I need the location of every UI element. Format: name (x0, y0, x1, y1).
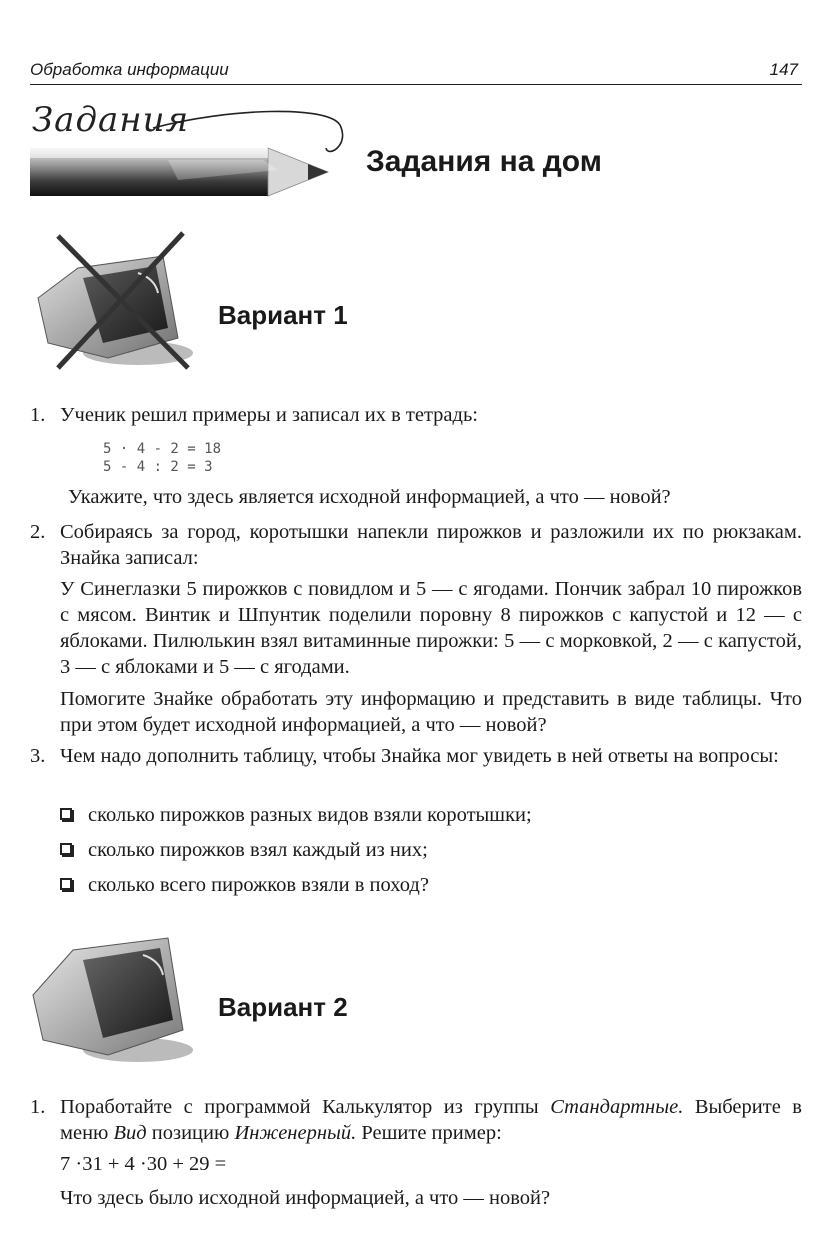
task-text: Поработайте с программой Калькулятор из группы Стандартные. Выберите в меню Вид позицию Инженерный. Решите пример: (60, 1096, 802, 1144)
variant-1-title: Вариант 1 (218, 300, 348, 330)
crossed-monitor-icon (28, 228, 203, 378)
variant-2-title: Вариант 2 (218, 992, 348, 1022)
monitor-icon (28, 920, 203, 1070)
page-number: 147 (769, 60, 798, 79)
task-number: 2. (30, 521, 46, 543)
task-text: Чем надо дополнить таблицу, чтобы Знайка мог увидеть в ней ответы на вопросы: (60, 745, 779, 767)
running-header (30, 58, 802, 85)
section-title: Задания на дом (366, 145, 602, 178)
task-question: Что здесь было исходной информацией, а что — новой? (60, 1187, 551, 1209)
task-paragraph: Помогите Знайке обработать эту информацию и представить в виде таблицы. Что при этом будет исходной информацией, а что — новой? (60, 688, 802, 736)
task-number: 1. (30, 404, 46, 426)
checkbox-bullet-icon (60, 808, 72, 820)
task-text: Собираясь за город, коротышки напекли пирожков и разложили их по рюкзакам. Знайка записал: (60, 521, 802, 569)
header-section-title: Обработка информации (30, 60, 229, 79)
v1-task-2 (30, 519, 802, 571)
checkbox-bullet-icon (60, 843, 72, 855)
task-text: Ученик решил примеры и записал их в тетрадь: (60, 404, 479, 426)
v1-task-3 (30, 743, 802, 795)
task-question: Укажите, что здесь является исходной информацией, а что — новой? (68, 486, 671, 508)
math-expression: 7 ·31 + 4 ·30 + 29 = (60, 1153, 227, 1175)
code-line: 5 - 4 : 2 = 3 (103, 459, 213, 475)
pencil-icon (28, 100, 358, 215)
task-number: 1. (30, 1096, 46, 1118)
code-line: 5 · 4 - 2 = 18 (103, 441, 222, 457)
tasks-banner (28, 100, 358, 215)
v2-task-1 (30, 1094, 802, 1146)
task-paragraph: У Синеглазки 5 пирожков с повидлом и 5 — с ягодами. Пончик забрал 10 пирожков с мясом. Винтик и Шпунтик поделили поровну 8 пирожков с капустой и 12 — с яблоками. Пилюлькин взял витаминные пирожки: 5 — с морковкой, 2 — с капустой, 3 — с яблоками и 5 — с ягодами. (60, 578, 802, 678)
v1-task-1 (30, 402, 802, 428)
task-number: 3. (30, 745, 46, 767)
textbook-page: Обработка информации 147 Задания Задания на дом Вариант 1 1. Ученик решил примеры и записал их в тетрадь: 5 · 4 - 2 = 18 5 - 4 : 2 = 3 Укажите, что здесь является исходной информацией, а что — новой? 2. Собираясь за город, коротышки напекли пирожков и разложили их по рюкзакам. Знайка записал: У Синеглазки 5 пирожков с повидлом и 5 — с ягодами. Пончик забрал 10 пирожков с мясом. Винтик и Шпунтик поделили поровну 8 пирожков с капустой и 12 — с яблоками. Пилюлькин взял витаминные пирожки: 5 — с морковкой, 2 — с капустой, 3 — с яблоками и 5 — с ягодами. Помогите Знайке обработать эту информацию и представить в виде таблицы. Что при этом будет исходной информацией, а что — новой? 3. Чем надо дополнить таблицу, чтобы Знайка мог увидеть в ней ответы на вопросы: сколько пирожков разных видов взяли коротышки; сколько пирожков взял каждый из них; сколько всего пирожков взяли в поход? Вариант 2 1. Поработайте с программой Калькулятор из группы Стандартные. Выберите в меню Вид позицию Инженерный. Решите пример: 7 ·31 + 4 ·30 + 29 = Что здесь было исходной информацией, а что — новой? (30, 60, 802, 1209)
banner-script-text: Задания (32, 100, 190, 140)
checkbox-bullet-icon (60, 878, 72, 890)
